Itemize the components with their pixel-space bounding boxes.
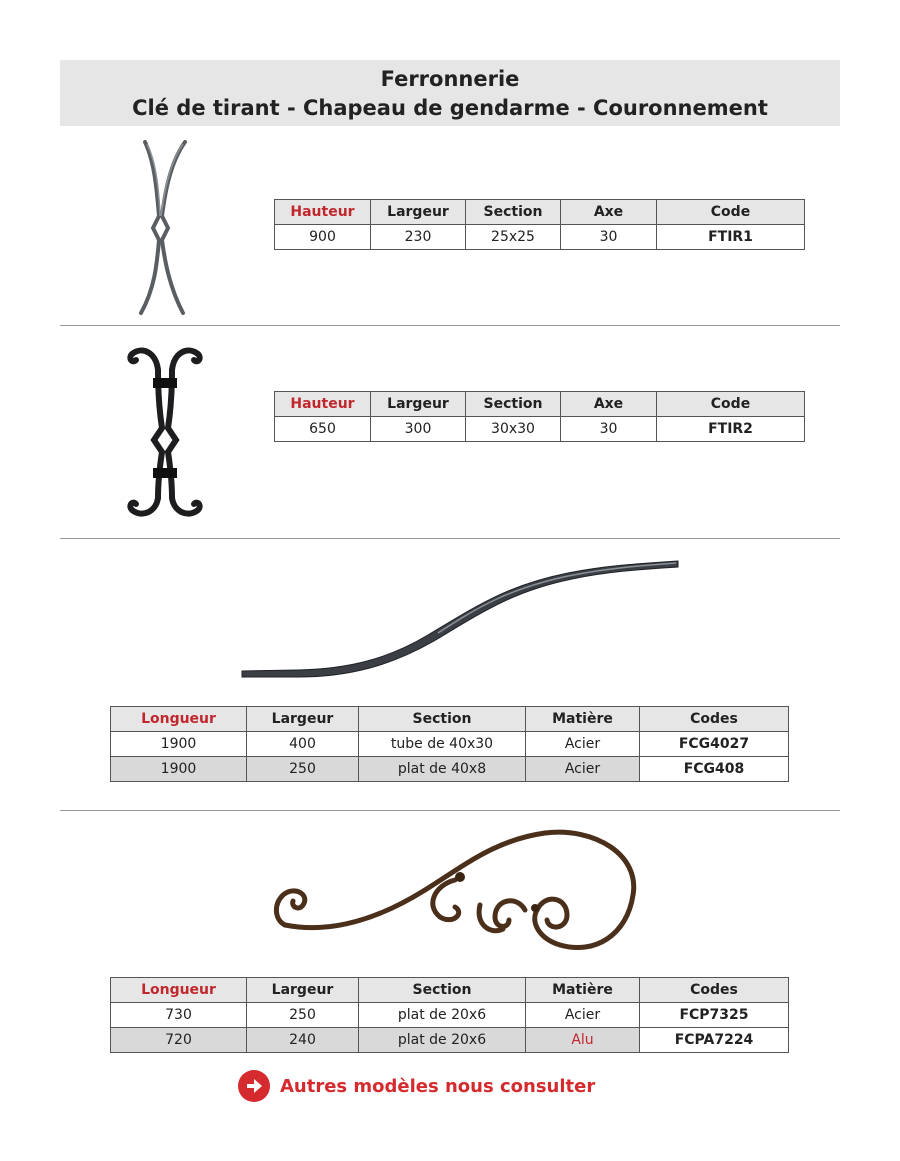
col-header-section: Section bbox=[466, 200, 561, 225]
page-header bbox=[60, 60, 840, 126]
col-header-largeur: Largeur bbox=[247, 707, 359, 732]
cell-codes: FCPA7224 bbox=[640, 1028, 789, 1053]
page-subtitle: Clé de tirant - Chapeau de gendarme - Couronnement bbox=[132, 96, 768, 120]
product-table-couronnement bbox=[110, 977, 789, 1053]
cell-codes: FCG4027 bbox=[640, 732, 789, 757]
cell-code: FTIR2 bbox=[657, 417, 805, 442]
table-row bbox=[111, 1028, 789, 1053]
cell-longueur: 1900 bbox=[111, 757, 247, 782]
section-divider bbox=[60, 810, 840, 811]
col-header-longueur: Longueur bbox=[111, 707, 247, 732]
table-header-row bbox=[275, 200, 805, 225]
cell-hauteur: 650 bbox=[275, 417, 371, 442]
col-header-section: Section bbox=[466, 392, 561, 417]
cell-codes: FCG408 bbox=[640, 757, 789, 782]
table-row bbox=[111, 757, 789, 782]
product-table-ftir1 bbox=[274, 199, 805, 250]
col-header-longueur: Longueur bbox=[111, 978, 247, 1003]
crown-scroll-image bbox=[255, 825, 650, 955]
cell-section: plat de 20x6 bbox=[359, 1003, 526, 1028]
col-header-matiere: Matière bbox=[526, 707, 640, 732]
col-header-largeur: Largeur bbox=[371, 392, 466, 417]
table-header-row bbox=[111, 978, 789, 1003]
cell-axe: 30 bbox=[561, 225, 657, 250]
cell-section: plat de 20x6 bbox=[359, 1028, 526, 1053]
table-row bbox=[275, 225, 805, 250]
col-header-codes: Codes bbox=[640, 978, 789, 1003]
col-header-code: Code bbox=[657, 200, 805, 225]
cell-section: tube de 40x30 bbox=[359, 732, 526, 757]
arrow-right-circle-icon[interactable] bbox=[238, 1070, 270, 1102]
table-row bbox=[111, 732, 789, 757]
col-header-hauteur: Hauteur bbox=[275, 200, 371, 225]
col-header-code: Code bbox=[657, 392, 805, 417]
contact-cta-text[interactable]: Autres modèles nous consulter bbox=[280, 1075, 596, 1097]
col-header-matiere: Matière bbox=[526, 978, 640, 1003]
cell-matiere: Alu bbox=[526, 1028, 640, 1053]
product-table-ftir2 bbox=[274, 391, 805, 442]
section-divider bbox=[60, 538, 840, 539]
col-header-largeur: Largeur bbox=[247, 978, 359, 1003]
tie-rod-key-image-1 bbox=[125, 138, 195, 318]
cell-longueur: 720 bbox=[111, 1028, 247, 1053]
col-header-largeur: Largeur bbox=[371, 200, 466, 225]
gendarme-hat-bar-image bbox=[238, 555, 683, 685]
cell-hauteur: 900 bbox=[275, 225, 371, 250]
cell-longueur: 730 bbox=[111, 1003, 247, 1028]
product-table-gendarme bbox=[110, 706, 789, 782]
tie-rod-key-image-2 bbox=[120, 340, 215, 520]
table-row bbox=[111, 1003, 789, 1028]
cell-section: 25x25 bbox=[466, 225, 561, 250]
cell-largeur: 250 bbox=[247, 757, 359, 782]
table-header-row bbox=[111, 707, 789, 732]
col-header-hauteur: Hauteur bbox=[275, 392, 371, 417]
table-header-row bbox=[275, 392, 805, 417]
cell-matiere: Acier bbox=[526, 732, 640, 757]
page-title: Ferronnerie bbox=[380, 67, 520, 91]
col-header-axe: Axe bbox=[561, 200, 657, 225]
cell-matiere: Acier bbox=[526, 1003, 640, 1028]
table-row bbox=[275, 417, 805, 442]
cell-largeur: 250 bbox=[247, 1003, 359, 1028]
section-divider bbox=[60, 325, 840, 326]
col-header-section: Section bbox=[359, 978, 526, 1003]
cell-matiere: Acier bbox=[526, 757, 640, 782]
col-header-axe: Axe bbox=[561, 392, 657, 417]
cell-axe: 30 bbox=[561, 417, 657, 442]
cell-largeur: 230 bbox=[371, 225, 466, 250]
cell-largeur: 300 bbox=[371, 417, 466, 442]
cell-largeur: 240 bbox=[247, 1028, 359, 1053]
cell-code: FTIR1 bbox=[657, 225, 805, 250]
col-header-codes: Codes bbox=[640, 707, 789, 732]
cell-codes: FCP7325 bbox=[640, 1003, 789, 1028]
cell-largeur: 400 bbox=[247, 732, 359, 757]
cell-section: 30x30 bbox=[466, 417, 561, 442]
contact-cta[interactable] bbox=[238, 1070, 595, 1102]
col-header-section: Section bbox=[359, 707, 526, 732]
cell-section: plat de 40x8 bbox=[359, 757, 526, 782]
cell-longueur: 1900 bbox=[111, 732, 247, 757]
